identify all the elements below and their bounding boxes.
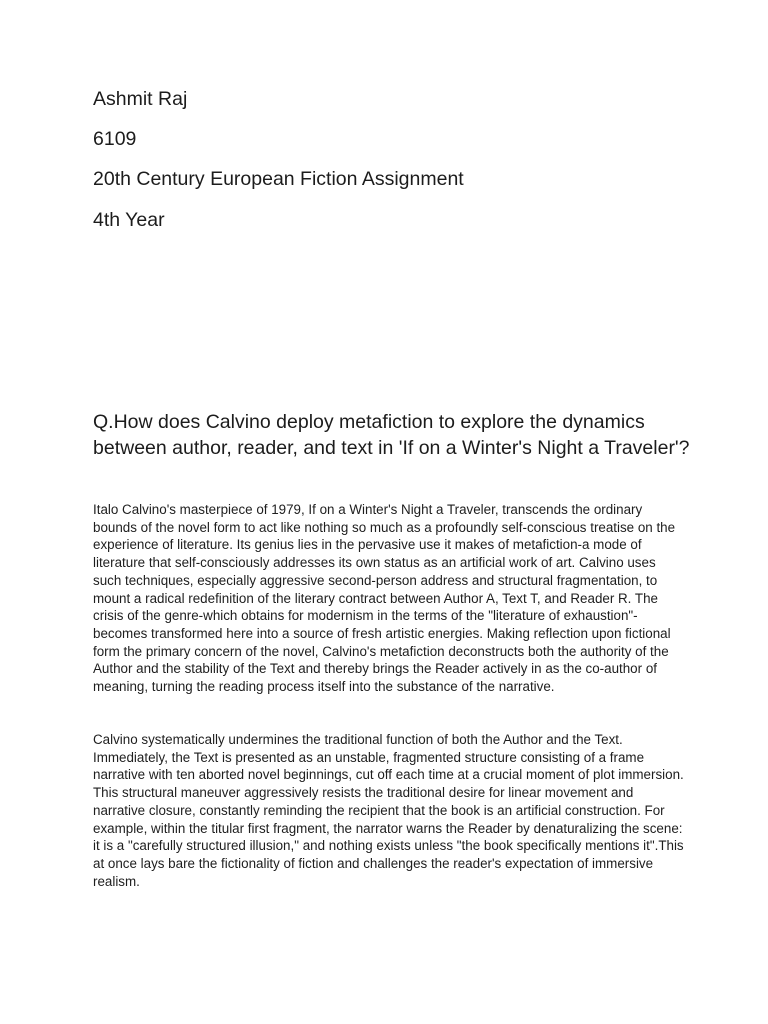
student-id: 6109 — [93, 128, 137, 150]
body-paragraph-1: Italo Calvino's masterpiece of 1979, If on a Winter's Night a Traveler, transcends the ordinary bounds of the novel form to act like nothing so much as a profoundly self-conscious treatise on the experience of literature. Its genius lies in the pervasive use it makes of metafiction-a mode of literature that self-consciously addresses its own status as an artificial work of art. Calvino uses such techniques, especially aggressive second-person address and structural fragmentation, to mount a radical redefinition of the literary contract between Author A, Text T, and Reader R. The crisis of the genre-which obtains for modernism in the terms of the "literature of exhaustion"-becomes transformed here into a source of fresh artistic energies. Making reflection upon fictional form the primary concern of the novel, Calvino's metafiction deconstructs both the authority of the Author and the stability of the Text and thereby brings the Reader actively in as the co-author of meaning, turning the reading process itself into the substance of the narrative. — [93, 502, 676, 695]
assignment-question: Q.How does Calvino deploy metafiction to explore the dynamics between author, reader, and text in 'If on a Winter's Night a Traveler'? — [93, 411, 690, 459]
course-title: 20th Century European Fiction Assignment — [93, 168, 464, 190]
student-name: Ashmit Raj — [93, 88, 188, 110]
academic-year: 4th Year — [93, 209, 165, 231]
body-paragraph-2: Calvino systematically undermines the traditional function of both the Author and the Text. Immediately, the Text is presented as an unstable, fragmented structure consisting of a frame narrative with ten aborted novel beginnings, cut off each time at a crucial moment of plot immersion. This structural maneuver aggressively resists the traditional desire for linear movement and narrative closure, constantly reminding the recipient that the book is an artificial construction. For example, within the titular first fragment, the narrator warns the Reader by denaturalizing the scene: it is a "carefully structured illusion," and nothing exists unless "the book specifically mentions it".This at once lays bare the fictionality of fiction and challenges the reader's expectation of immersive realism. — [93, 732, 684, 889]
